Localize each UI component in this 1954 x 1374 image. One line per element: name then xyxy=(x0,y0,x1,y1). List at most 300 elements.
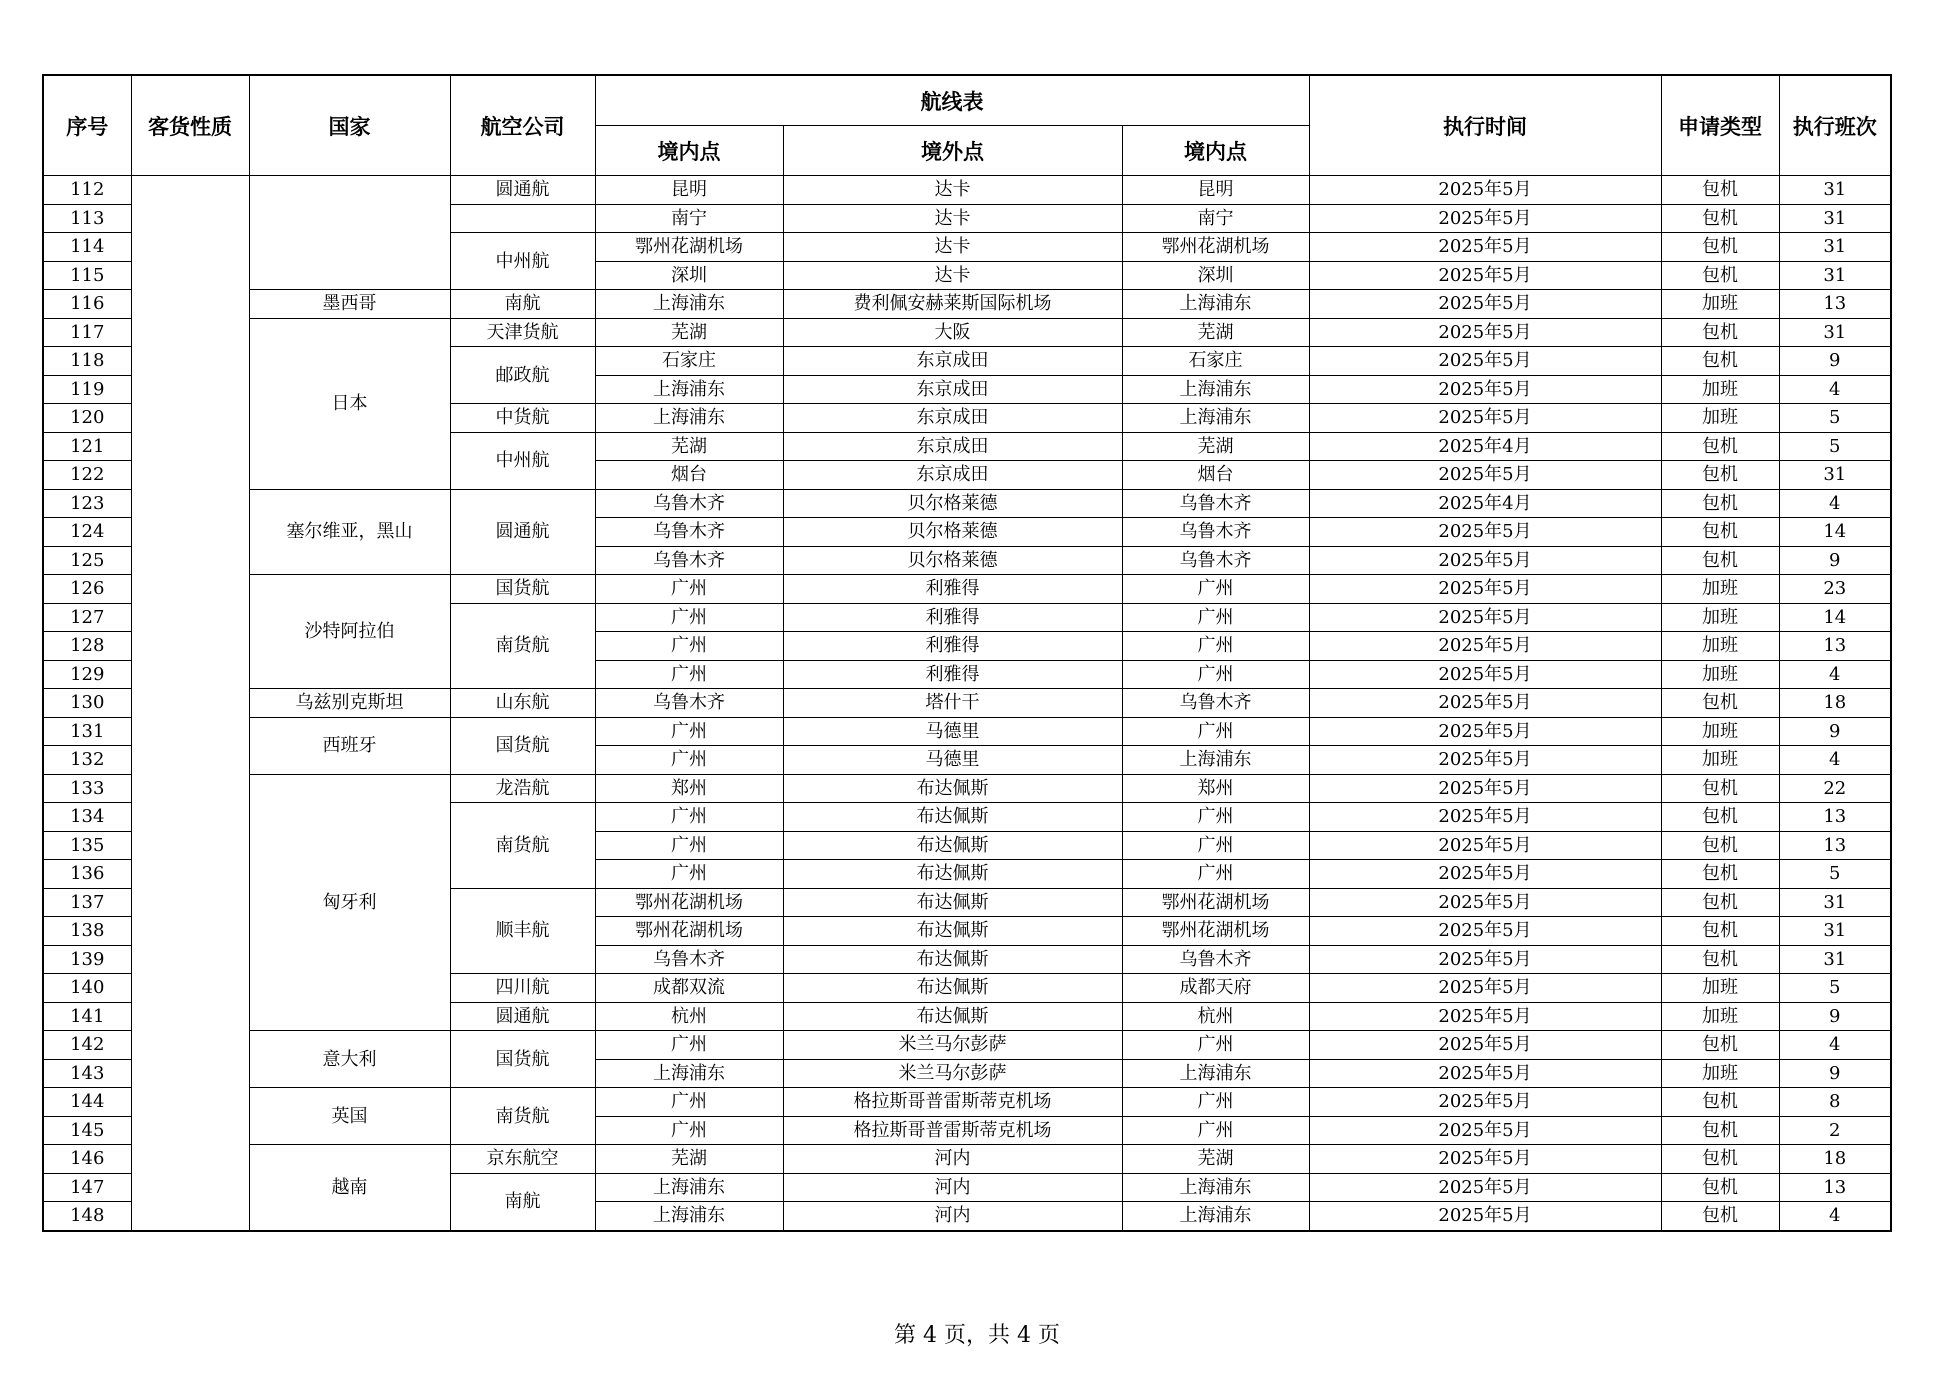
cell-flights: 13 xyxy=(1779,632,1891,661)
cell-domestic-to: 上海浦东 xyxy=(1122,375,1309,404)
cell-domestic-to: 广州 xyxy=(1122,575,1309,604)
cell-apply-type: 包机 xyxy=(1661,1088,1779,1117)
cell-domestic-from: 芜湖 xyxy=(595,1145,783,1174)
cell-domestic-from: 上海浦东 xyxy=(595,290,783,319)
cell-apply-type: 加班 xyxy=(1661,1059,1779,1088)
cell-domestic-to: 乌鲁木齐 xyxy=(1122,689,1309,718)
cell-apply-type: 包机 xyxy=(1661,318,1779,347)
cell-apply-type: 包机 xyxy=(1661,831,1779,860)
cell-domestic-from: 乌鲁木齐 xyxy=(595,689,783,718)
cell-seq: 145 xyxy=(43,1116,131,1145)
cell-airline: 中州航 xyxy=(450,432,595,489)
cell-domestic-from: 广州 xyxy=(595,1031,783,1060)
table-row xyxy=(43,1088,1891,1117)
cell-apply-type: 包机 xyxy=(1661,888,1779,917)
cell-exec-time: 2025年5月 xyxy=(1309,404,1661,433)
cell-apply-type: 加班 xyxy=(1661,746,1779,775)
cell-seq: 128 xyxy=(43,632,131,661)
cell-exec-time: 2025年5月 xyxy=(1309,774,1661,803)
cell-foreign: 东京成田 xyxy=(783,375,1122,404)
cell-apply-type: 包机 xyxy=(1661,546,1779,575)
cell-exec-time: 2025年5月 xyxy=(1309,261,1661,290)
col-route: 航线表 xyxy=(595,75,1309,126)
cell-domestic-from: 广州 xyxy=(595,717,783,746)
table-row xyxy=(43,318,1891,347)
cell-seq: 132 xyxy=(43,746,131,775)
cell-seq: 114 xyxy=(43,233,131,262)
cell-apply-type: 加班 xyxy=(1661,974,1779,1003)
cell-apply-type: 包机 xyxy=(1661,233,1779,262)
table-row xyxy=(43,489,1891,518)
cell-airline: 南货航 xyxy=(450,1088,595,1145)
cell-exec-time: 2025年5月 xyxy=(1309,518,1661,547)
cell-exec-time: 2025年5月 xyxy=(1309,1031,1661,1060)
cell-apply-type: 加班 xyxy=(1661,660,1779,689)
cell-airline xyxy=(450,204,595,233)
cell-apply-type: 加班 xyxy=(1661,375,1779,404)
col-flights: 执行班次 xyxy=(1779,75,1891,176)
cell-apply-type: 加班 xyxy=(1661,290,1779,319)
cell-foreign: 利雅得 xyxy=(783,575,1122,604)
cell-domestic-from: 广州 xyxy=(595,575,783,604)
cell-flights: 4 xyxy=(1779,489,1891,518)
cell-domestic-from: 上海浦东 xyxy=(595,404,783,433)
cell-seq: 146 xyxy=(43,1145,131,1174)
cell-domestic-to: 鄂州花湖机场 xyxy=(1122,917,1309,946)
col-airline: 航空公司 xyxy=(450,75,595,176)
cell-apply-type: 包机 xyxy=(1661,261,1779,290)
cell-apply-type: 加班 xyxy=(1661,1002,1779,1031)
cell-foreign: 布达佩斯 xyxy=(783,974,1122,1003)
cell-domestic-to: 广州 xyxy=(1122,831,1309,860)
cell-exec-time: 2025年5月 xyxy=(1309,1145,1661,1174)
cell-exec-time: 2025年5月 xyxy=(1309,860,1661,889)
cell-exec-time: 2025年5月 xyxy=(1309,689,1661,718)
cell-apply-type: 包机 xyxy=(1661,1145,1779,1174)
cell-airline: 天津货航 xyxy=(450,318,595,347)
cell-seq: 130 xyxy=(43,689,131,718)
cell-country: 匈牙利 xyxy=(249,774,450,1031)
cell-seq: 140 xyxy=(43,974,131,1003)
cell-domestic-to: 乌鲁木齐 xyxy=(1122,489,1309,518)
cell-domestic-from: 上海浦东 xyxy=(595,375,783,404)
cell-seq: 119 xyxy=(43,375,131,404)
cell-flights: 8 xyxy=(1779,1088,1891,1117)
cell-foreign: 东京成田 xyxy=(783,404,1122,433)
cell-flights: 4 xyxy=(1779,375,1891,404)
cell-apply-type: 包机 xyxy=(1661,461,1779,490)
cell-flights: 31 xyxy=(1779,261,1891,290)
cell-foreign: 东京成田 xyxy=(783,461,1122,490)
cell-domestic-to: 上海浦东 xyxy=(1122,1059,1309,1088)
cell-domestic-to: 上海浦东 xyxy=(1122,1202,1309,1231)
cell-exec-time: 2025年5月 xyxy=(1309,803,1661,832)
cell-airline: 顺丰航 xyxy=(450,888,595,974)
cell-domestic-to: 广州 xyxy=(1122,632,1309,661)
cell-domestic-to: 上海浦东 xyxy=(1122,404,1309,433)
col-domestic-from: 境内点 xyxy=(595,126,783,176)
table-row xyxy=(43,717,1891,746)
cell-domestic-to: 深圳 xyxy=(1122,261,1309,290)
cell-seq: 134 xyxy=(43,803,131,832)
cell-airline: 国货航 xyxy=(450,717,595,774)
cell-exec-time: 2025年5月 xyxy=(1309,290,1661,319)
cell-domestic-to: 芜湖 xyxy=(1122,432,1309,461)
cell-flights: 13 xyxy=(1779,290,1891,319)
cell-foreign: 东京成田 xyxy=(783,347,1122,376)
cell-apply-type: 包机 xyxy=(1661,347,1779,376)
cell-foreign: 布达佩斯 xyxy=(783,945,1122,974)
cell-domestic-to: 上海浦东 xyxy=(1122,1173,1309,1202)
cell-exec-time: 2025年5月 xyxy=(1309,888,1661,917)
table-row xyxy=(43,290,1891,319)
cell-apply-type: 包机 xyxy=(1661,945,1779,974)
cell-seq: 136 xyxy=(43,860,131,889)
cell-flights: 23 xyxy=(1779,575,1891,604)
cell-flights: 5 xyxy=(1779,860,1891,889)
cell-flights: 31 xyxy=(1779,945,1891,974)
cell-apply-type: 包机 xyxy=(1661,176,1779,205)
cell-domestic-to: 广州 xyxy=(1122,603,1309,632)
cell-flights: 9 xyxy=(1779,1002,1891,1031)
cell-flights: 5 xyxy=(1779,404,1891,433)
cell-domestic-from: 乌鲁木齐 xyxy=(595,518,783,547)
cell-foreign: 达卡 xyxy=(783,176,1122,205)
cell-domestic-from: 乌鲁木齐 xyxy=(595,546,783,575)
cell-exec-time: 2025年5月 xyxy=(1309,1059,1661,1088)
cell-country: 越南 xyxy=(249,1145,450,1231)
cell-foreign: 利雅得 xyxy=(783,660,1122,689)
col-country: 国家 xyxy=(249,75,450,176)
table-body xyxy=(43,176,1891,1231)
cell-flights: 31 xyxy=(1779,204,1891,233)
cell-domestic-to: 上海浦东 xyxy=(1122,290,1309,319)
col-foreign: 境外点 xyxy=(783,126,1122,176)
cell-flights: 13 xyxy=(1779,1173,1891,1202)
cell-exec-time: 2025年5月 xyxy=(1309,632,1661,661)
cell-domestic-to: 南宁 xyxy=(1122,204,1309,233)
cell-domestic-to: 郑州 xyxy=(1122,774,1309,803)
cell-seq: 115 xyxy=(43,261,131,290)
cell-foreign: 布达佩斯 xyxy=(783,803,1122,832)
cell-domestic-from: 广州 xyxy=(595,603,783,632)
cell-foreign: 费利佩安赫莱斯国际机场 xyxy=(783,290,1122,319)
cell-domestic-from: 上海浦东 xyxy=(595,1202,783,1231)
cell-flights: 9 xyxy=(1779,347,1891,376)
table-row xyxy=(43,689,1891,718)
cell-airline: 国货航 xyxy=(450,575,595,604)
cell-domestic-from: 广州 xyxy=(595,831,783,860)
cell-foreign: 达卡 xyxy=(783,261,1122,290)
cell-seq: 144 xyxy=(43,1088,131,1117)
cell-domestic-from: 广州 xyxy=(595,803,783,832)
cell-apply-type: 包机 xyxy=(1661,489,1779,518)
table-row xyxy=(43,575,1891,604)
cell-flights: 18 xyxy=(1779,1145,1891,1174)
cell-domestic-from: 广州 xyxy=(595,1116,783,1145)
cell-flights: 31 xyxy=(1779,233,1891,262)
col-seq: 序号 xyxy=(43,75,131,176)
cell-seq: 139 xyxy=(43,945,131,974)
cell-seq: 148 xyxy=(43,1202,131,1231)
col-nature: 客货性质 xyxy=(131,75,249,176)
cell-flights: 31 xyxy=(1779,461,1891,490)
cell-flights: 31 xyxy=(1779,917,1891,946)
cell-exec-time: 2025年5月 xyxy=(1309,1116,1661,1145)
cell-exec-time: 2025年5月 xyxy=(1309,233,1661,262)
cell-apply-type: 包机 xyxy=(1661,1116,1779,1145)
cell-seq: 125 xyxy=(43,546,131,575)
cell-airline: 山东航 xyxy=(450,689,595,718)
cell-domestic-from: 成都双流 xyxy=(595,974,783,1003)
cell-exec-time: 2025年5月 xyxy=(1309,945,1661,974)
cell-exec-time: 2025年5月 xyxy=(1309,660,1661,689)
cell-nature xyxy=(131,176,249,1231)
cell-airline: 圆通航 xyxy=(450,489,595,575)
header-row-1 xyxy=(43,75,1891,126)
cell-seq: 147 xyxy=(43,1173,131,1202)
cell-country: 意大利 xyxy=(249,1031,450,1088)
cell-flights: 31 xyxy=(1779,888,1891,917)
cell-apply-type: 加班 xyxy=(1661,575,1779,604)
cell-seq: 141 xyxy=(43,1002,131,1031)
cell-seq: 137 xyxy=(43,888,131,917)
cell-exec-time: 2025年5月 xyxy=(1309,546,1661,575)
cell-country: 西班牙 xyxy=(249,717,450,774)
cell-foreign: 布达佩斯 xyxy=(783,860,1122,889)
cell-apply-type: 包机 xyxy=(1661,1202,1779,1231)
cell-foreign: 利雅得 xyxy=(783,632,1122,661)
cell-flights: 31 xyxy=(1779,176,1891,205)
cell-foreign: 塔什干 xyxy=(783,689,1122,718)
cell-airline: 南航 xyxy=(450,1173,595,1231)
cell-foreign: 布达佩斯 xyxy=(783,888,1122,917)
cell-flights: 31 xyxy=(1779,318,1891,347)
cell-country: 日本 xyxy=(249,318,450,489)
cell-seq: 112 xyxy=(43,176,131,205)
cell-domestic-from: 广州 xyxy=(595,632,783,661)
cell-seq: 124 xyxy=(43,518,131,547)
cell-exec-time: 2025年5月 xyxy=(1309,575,1661,604)
cell-domestic-to: 广州 xyxy=(1122,660,1309,689)
cell-country: 墨西哥 xyxy=(249,290,450,319)
cell-flights: 18 xyxy=(1779,689,1891,718)
cell-seq: 122 xyxy=(43,461,131,490)
cell-country: 沙特阿拉伯 xyxy=(249,575,450,689)
cell-foreign: 格拉斯哥普雷斯蒂克机场 xyxy=(783,1088,1122,1117)
cell-flights: 13 xyxy=(1779,803,1891,832)
cell-domestic-to: 鄂州花湖机场 xyxy=(1122,233,1309,262)
table-row xyxy=(43,774,1891,803)
cell-foreign: 河内 xyxy=(783,1145,1122,1174)
cell-domestic-from: 芜湖 xyxy=(595,432,783,461)
cell-airline: 圆通航 xyxy=(450,1002,595,1031)
cell-domestic-from: 鄂州花湖机场 xyxy=(595,233,783,262)
cell-apply-type: 包机 xyxy=(1661,689,1779,718)
cell-domestic-from: 石家庄 xyxy=(595,347,783,376)
cell-exec-time: 2025年5月 xyxy=(1309,1173,1661,1202)
cell-flights: 13 xyxy=(1779,831,1891,860)
cell-foreign: 河内 xyxy=(783,1173,1122,1202)
cell-flights: 14 xyxy=(1779,518,1891,547)
cell-foreign: 贝尔格莱德 xyxy=(783,546,1122,575)
cell-foreign: 马德里 xyxy=(783,746,1122,775)
cell-apply-type: 加班 xyxy=(1661,632,1779,661)
cell-foreign: 布达佩斯 xyxy=(783,774,1122,803)
cell-domestic-from: 广州 xyxy=(595,746,783,775)
cell-apply-type: 包机 xyxy=(1661,518,1779,547)
cell-country: 塞尔维亚，黑山 xyxy=(249,489,450,575)
cell-domestic-to: 石家庄 xyxy=(1122,347,1309,376)
cell-domestic-to: 鄂州花湖机场 xyxy=(1122,888,1309,917)
cell-domestic-from: 杭州 xyxy=(595,1002,783,1031)
cell-foreign: 布达佩斯 xyxy=(783,1002,1122,1031)
cell-airline: 四川航 xyxy=(450,974,595,1003)
cell-foreign: 达卡 xyxy=(783,233,1122,262)
cell-exec-time: 2025年5月 xyxy=(1309,1088,1661,1117)
cell-exec-time: 2025年4月 xyxy=(1309,432,1661,461)
cell-seq: 126 xyxy=(43,575,131,604)
cell-domestic-to: 上海浦东 xyxy=(1122,746,1309,775)
cell-foreign: 米兰马尔彭萨 xyxy=(783,1031,1122,1060)
cell-domestic-from: 上海浦东 xyxy=(595,1059,783,1088)
cell-apply-type: 加班 xyxy=(1661,404,1779,433)
cell-flights: 5 xyxy=(1779,432,1891,461)
cell-exec-time: 2025年5月 xyxy=(1309,347,1661,376)
cell-foreign: 贝尔格莱德 xyxy=(783,489,1122,518)
cell-apply-type: 包机 xyxy=(1661,860,1779,889)
cell-apply-type: 包机 xyxy=(1661,774,1779,803)
cell-apply-type: 包机 xyxy=(1661,1031,1779,1060)
cell-foreign: 布达佩斯 xyxy=(783,917,1122,946)
table-row xyxy=(43,1145,1891,1174)
cell-domestic-from: 乌鲁木齐 xyxy=(595,489,783,518)
page-footer: 第 4 页，共 4 页 xyxy=(894,1323,1060,1348)
cell-apply-type: 包机 xyxy=(1661,432,1779,461)
cell-foreign: 达卡 xyxy=(783,204,1122,233)
cell-apply-type: 包机 xyxy=(1661,1173,1779,1202)
cell-domestic-to: 广州 xyxy=(1122,1031,1309,1060)
cell-domestic-to: 乌鲁木齐 xyxy=(1122,518,1309,547)
cell-exec-time: 2025年5月 xyxy=(1309,746,1661,775)
cell-exec-time: 2025年5月 xyxy=(1309,176,1661,205)
cell-airline: 圆通航 xyxy=(450,176,595,205)
cell-domestic-from: 鄂州花湖机场 xyxy=(595,888,783,917)
flight-schedule-table xyxy=(42,74,1892,1232)
cell-domestic-from: 昆明 xyxy=(595,176,783,205)
cell-seq: 118 xyxy=(43,347,131,376)
cell-seq: 127 xyxy=(43,603,131,632)
cell-domestic-from: 芜湖 xyxy=(595,318,783,347)
cell-country xyxy=(249,176,450,290)
cell-domestic-to: 广州 xyxy=(1122,803,1309,832)
cell-seq: 133 xyxy=(43,774,131,803)
cell-domestic-to: 广州 xyxy=(1122,717,1309,746)
cell-seq: 142 xyxy=(43,1031,131,1060)
cell-foreign: 马德里 xyxy=(783,717,1122,746)
cell-airline: 龙浩航 xyxy=(450,774,595,803)
cell-exec-time: 2025年5月 xyxy=(1309,1002,1661,1031)
cell-foreign: 大阪 xyxy=(783,318,1122,347)
cell-airline: 邮政航 xyxy=(450,347,595,404)
cell-flights: 4 xyxy=(1779,660,1891,689)
cell-domestic-to: 杭州 xyxy=(1122,1002,1309,1031)
cell-domestic-from: 广州 xyxy=(595,860,783,889)
cell-flights: 5 xyxy=(1779,974,1891,1003)
cell-domestic-from: 上海浦东 xyxy=(595,1173,783,1202)
cell-country: 乌兹别克斯坦 xyxy=(249,689,450,718)
cell-domestic-from: 烟台 xyxy=(595,461,783,490)
cell-airline: 南货航 xyxy=(450,603,595,689)
cell-flights: 4 xyxy=(1779,1031,1891,1060)
table-row xyxy=(43,176,1891,205)
cell-domestic-to: 乌鲁木齐 xyxy=(1122,945,1309,974)
cell-seq: 116 xyxy=(43,290,131,319)
cell-exec-time: 2025年5月 xyxy=(1309,717,1661,746)
cell-domestic-from: 广州 xyxy=(595,1088,783,1117)
cell-exec-time: 2025年5月 xyxy=(1309,917,1661,946)
cell-domestic-to: 成都天府 xyxy=(1122,974,1309,1003)
cell-airline: 南货航 xyxy=(450,803,595,889)
cell-apply-type: 包机 xyxy=(1661,803,1779,832)
cell-foreign: 利雅得 xyxy=(783,603,1122,632)
cell-domestic-from: 南宁 xyxy=(595,204,783,233)
cell-exec-time: 2025年5月 xyxy=(1309,375,1661,404)
cell-foreign: 米兰马尔彭萨 xyxy=(783,1059,1122,1088)
cell-domestic-to: 烟台 xyxy=(1122,461,1309,490)
cell-domestic-from: 郑州 xyxy=(595,774,783,803)
cell-domestic-to: 广州 xyxy=(1122,860,1309,889)
cell-foreign: 布达佩斯 xyxy=(783,831,1122,860)
cell-domestic-from: 鄂州花湖机场 xyxy=(595,917,783,946)
cell-country: 英国 xyxy=(249,1088,450,1145)
cell-seq: 138 xyxy=(43,917,131,946)
cell-exec-time: 2025年5月 xyxy=(1309,603,1661,632)
cell-exec-time: 2025年4月 xyxy=(1309,489,1661,518)
col-apply-type: 申请类型 xyxy=(1661,75,1779,176)
cell-flights: 4 xyxy=(1779,1202,1891,1231)
cell-seq: 113 xyxy=(43,204,131,233)
cell-exec-time: 2025年5月 xyxy=(1309,831,1661,860)
cell-seq: 123 xyxy=(43,489,131,518)
table-row xyxy=(43,1031,1891,1060)
cell-airline: 南航 xyxy=(450,290,595,319)
cell-domestic-from: 广州 xyxy=(595,660,783,689)
cell-exec-time: 2025年5月 xyxy=(1309,1202,1661,1231)
cell-exec-time: 2025年5月 xyxy=(1309,204,1661,233)
cell-apply-type: 包机 xyxy=(1661,204,1779,233)
cell-domestic-from: 深圳 xyxy=(595,261,783,290)
cell-flights: 2 xyxy=(1779,1116,1891,1145)
cell-seq: 131 xyxy=(43,717,131,746)
cell-domestic-to: 芜湖 xyxy=(1122,318,1309,347)
cell-apply-type: 加班 xyxy=(1661,717,1779,746)
cell-domestic-from: 乌鲁木齐 xyxy=(595,945,783,974)
cell-exec-time: 2025年5月 xyxy=(1309,318,1661,347)
cell-domestic-to: 广州 xyxy=(1122,1116,1309,1145)
cell-flights: 14 xyxy=(1779,603,1891,632)
cell-domestic-to: 芜湖 xyxy=(1122,1145,1309,1174)
cell-seq: 143 xyxy=(43,1059,131,1088)
cell-seq: 120 xyxy=(43,404,131,433)
cell-exec-time: 2025年5月 xyxy=(1309,461,1661,490)
col-exec-time: 执行时间 xyxy=(1309,75,1661,176)
cell-flights: 9 xyxy=(1779,1059,1891,1088)
cell-airline: 国货航 xyxy=(450,1031,595,1088)
col-domestic-to: 境内点 xyxy=(1122,126,1309,176)
cell-domestic-to: 广州 xyxy=(1122,1088,1309,1117)
cell-domestic-to: 乌鲁木齐 xyxy=(1122,546,1309,575)
